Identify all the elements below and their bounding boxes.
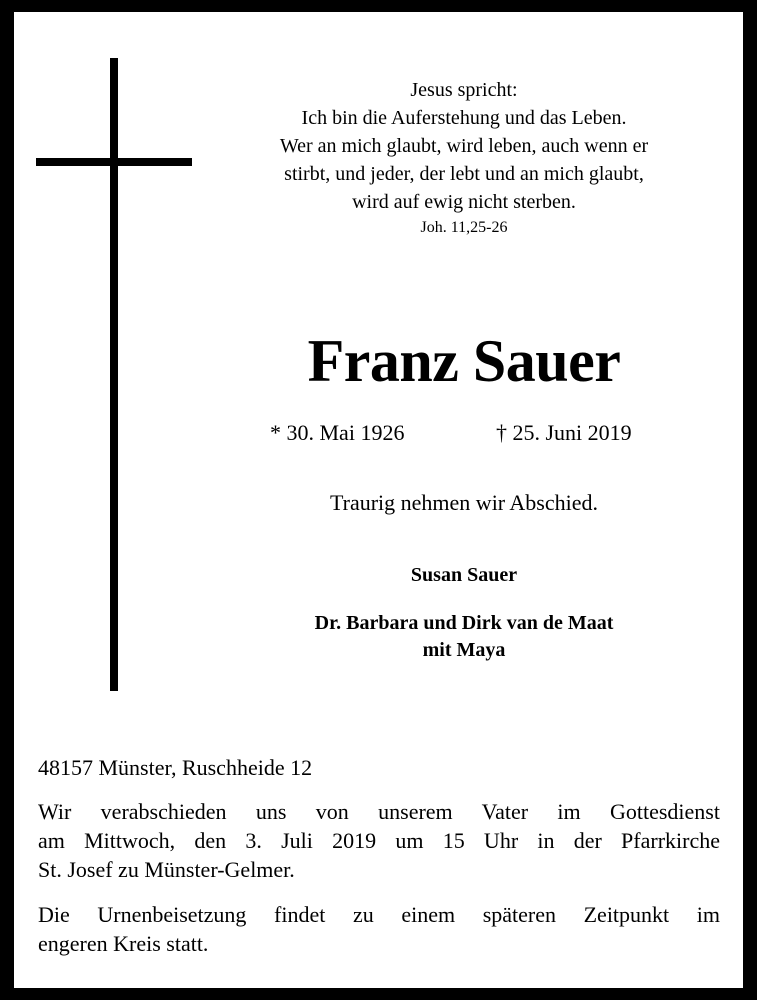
obituary-card <box>14 12 743 988</box>
verse-line: Jesus spricht: <box>410 79 518 101</box>
mourner-family-line: mit Maya <box>422 639 506 661</box>
address: 48157 Münster, Ruschheide 12 <box>38 755 313 780</box>
mourner-family-line: Dr. Barbara und Dirk van de Maat <box>314 612 614 634</box>
farewell-text: Traurig nehmen wir Abschied. <box>329 490 599 515</box>
bible-verse <box>194 76 734 216</box>
verse-reference: Joh. 11,25-26 <box>420 219 508 236</box>
service-line: Wir verabschieden uns von unserem Vater im Gottesdienst <box>38 799 720 824</box>
service-notice <box>38 797 720 884</box>
service-line: am Mittwoch, den 3. Juli 2019 um 15 Uhr in der Pfarrkirche <box>38 828 720 853</box>
verse-line: stirbt, und jeder, der lebt und an mich glaubt, <box>284 163 644 185</box>
service-line: St. Josef zu Münster-Gelmer. <box>38 857 295 882</box>
verse-line: Wer an mich glaubt, wird leben, auch wenn er <box>279 135 649 157</box>
urn-line: engeren Kreis statt. <box>38 931 209 956</box>
urn-notice <box>38 900 720 958</box>
deceased-name: Franz Sauer <box>307 328 621 394</box>
verse-line: Ich bin die Auferstehung und das Leben. <box>301 107 627 129</box>
death-date: † 25. Juni 2019 <box>496 420 632 445</box>
mourner-family <box>194 610 734 664</box>
urn-line: Die Urnenbeisetzung findet zu einem späteren Zeitpunkt im <box>38 902 720 927</box>
mourner-name: Susan Sauer <box>410 564 518 586</box>
birth-date: * 30. Mai 1926 <box>270 420 405 445</box>
cross-icon-vertical <box>110 58 118 691</box>
verse-line: wird auf ewig nicht sterben. <box>352 191 576 213</box>
cross-icon-horizontal <box>36 158 192 166</box>
